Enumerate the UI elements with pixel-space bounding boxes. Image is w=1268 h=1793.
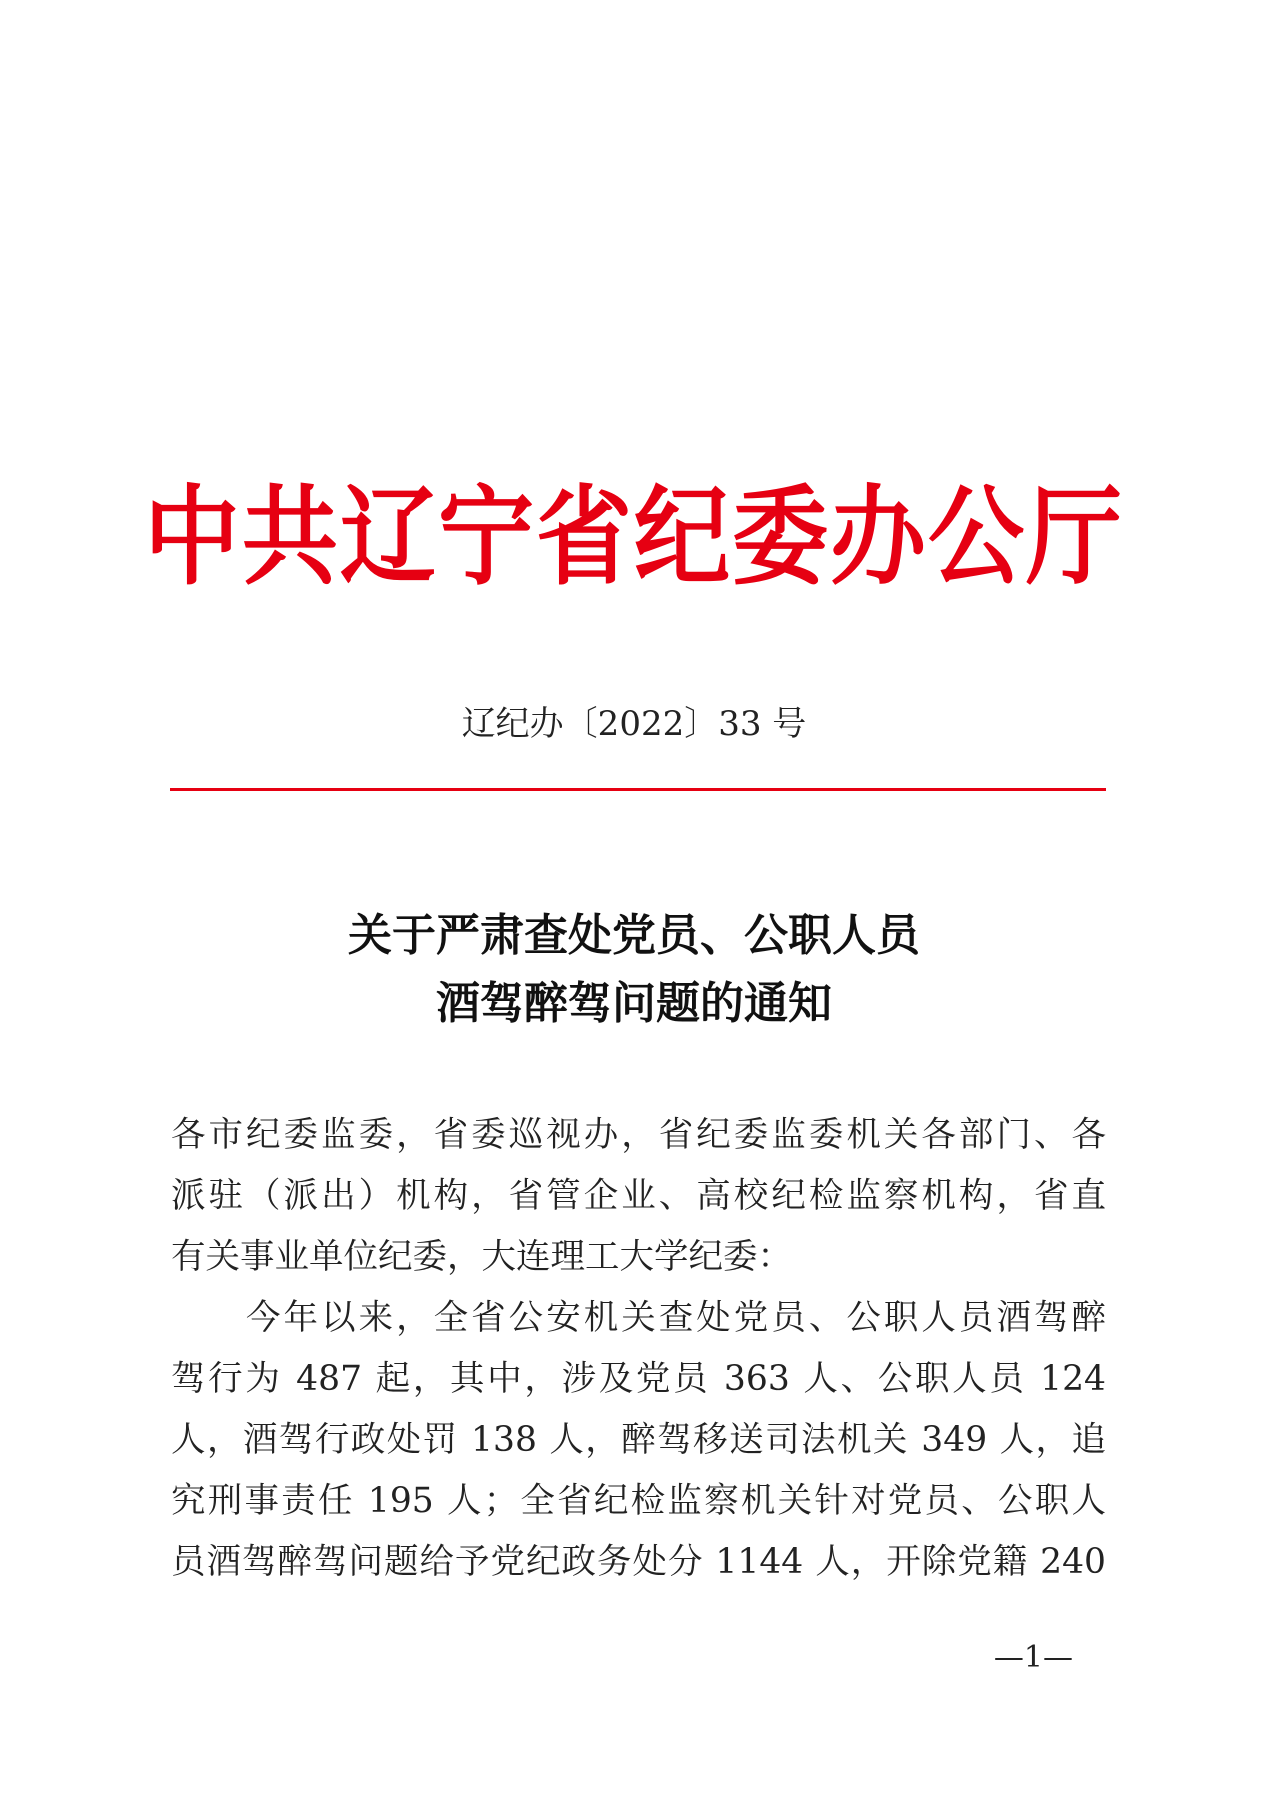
body-line-6: 人，酒驾行政处罚 138 人，醉驾移送司法机关 349 人，追 [171,1420,1106,1460]
body-line-2: 派驻（派出）机构，省管企业、高校纪检监察机构，省直 [171,1176,1106,1216]
notice-title-line-2: 酒驾醉驾问题的通知 [436,978,832,1029]
red-divider-line [170,788,1106,791]
notice-title-line-1: 关于严肃查处党员、公职人员 [348,910,920,961]
body-text [171,1105,1106,1593]
page-number: —1— [993,1640,1073,1675]
body-line-1: 各市纪委监委，省委巡视办，省纪委监委机关各部门、各 [171,1115,1106,1155]
notice-title [0,902,1268,1038]
body-line-4: 今年以来，全省公安机关查处党员、公职人员酒驾醉 [171,1298,1106,1338]
document-number: 辽纪办〔2022〕33 号 [461,704,807,744]
body-line-7: 究刑事责任 195 人；全省纪检监察机关针对党员、公职人 [171,1481,1106,1521]
body-line-8: 员酒驾醉驾问题给予党纪政务处分 1144 人，开除党籍 240 [171,1542,1106,1582]
body-line-5: 驾行为 487 起，其中，涉及党员 363 人、公职人员 124 [171,1359,1106,1399]
agency-title: 中共辽宁省纪委办公厅 [144,474,1124,600]
body-line-3: 有关事业单位纪委，大连理工大学纪委： [171,1237,792,1277]
